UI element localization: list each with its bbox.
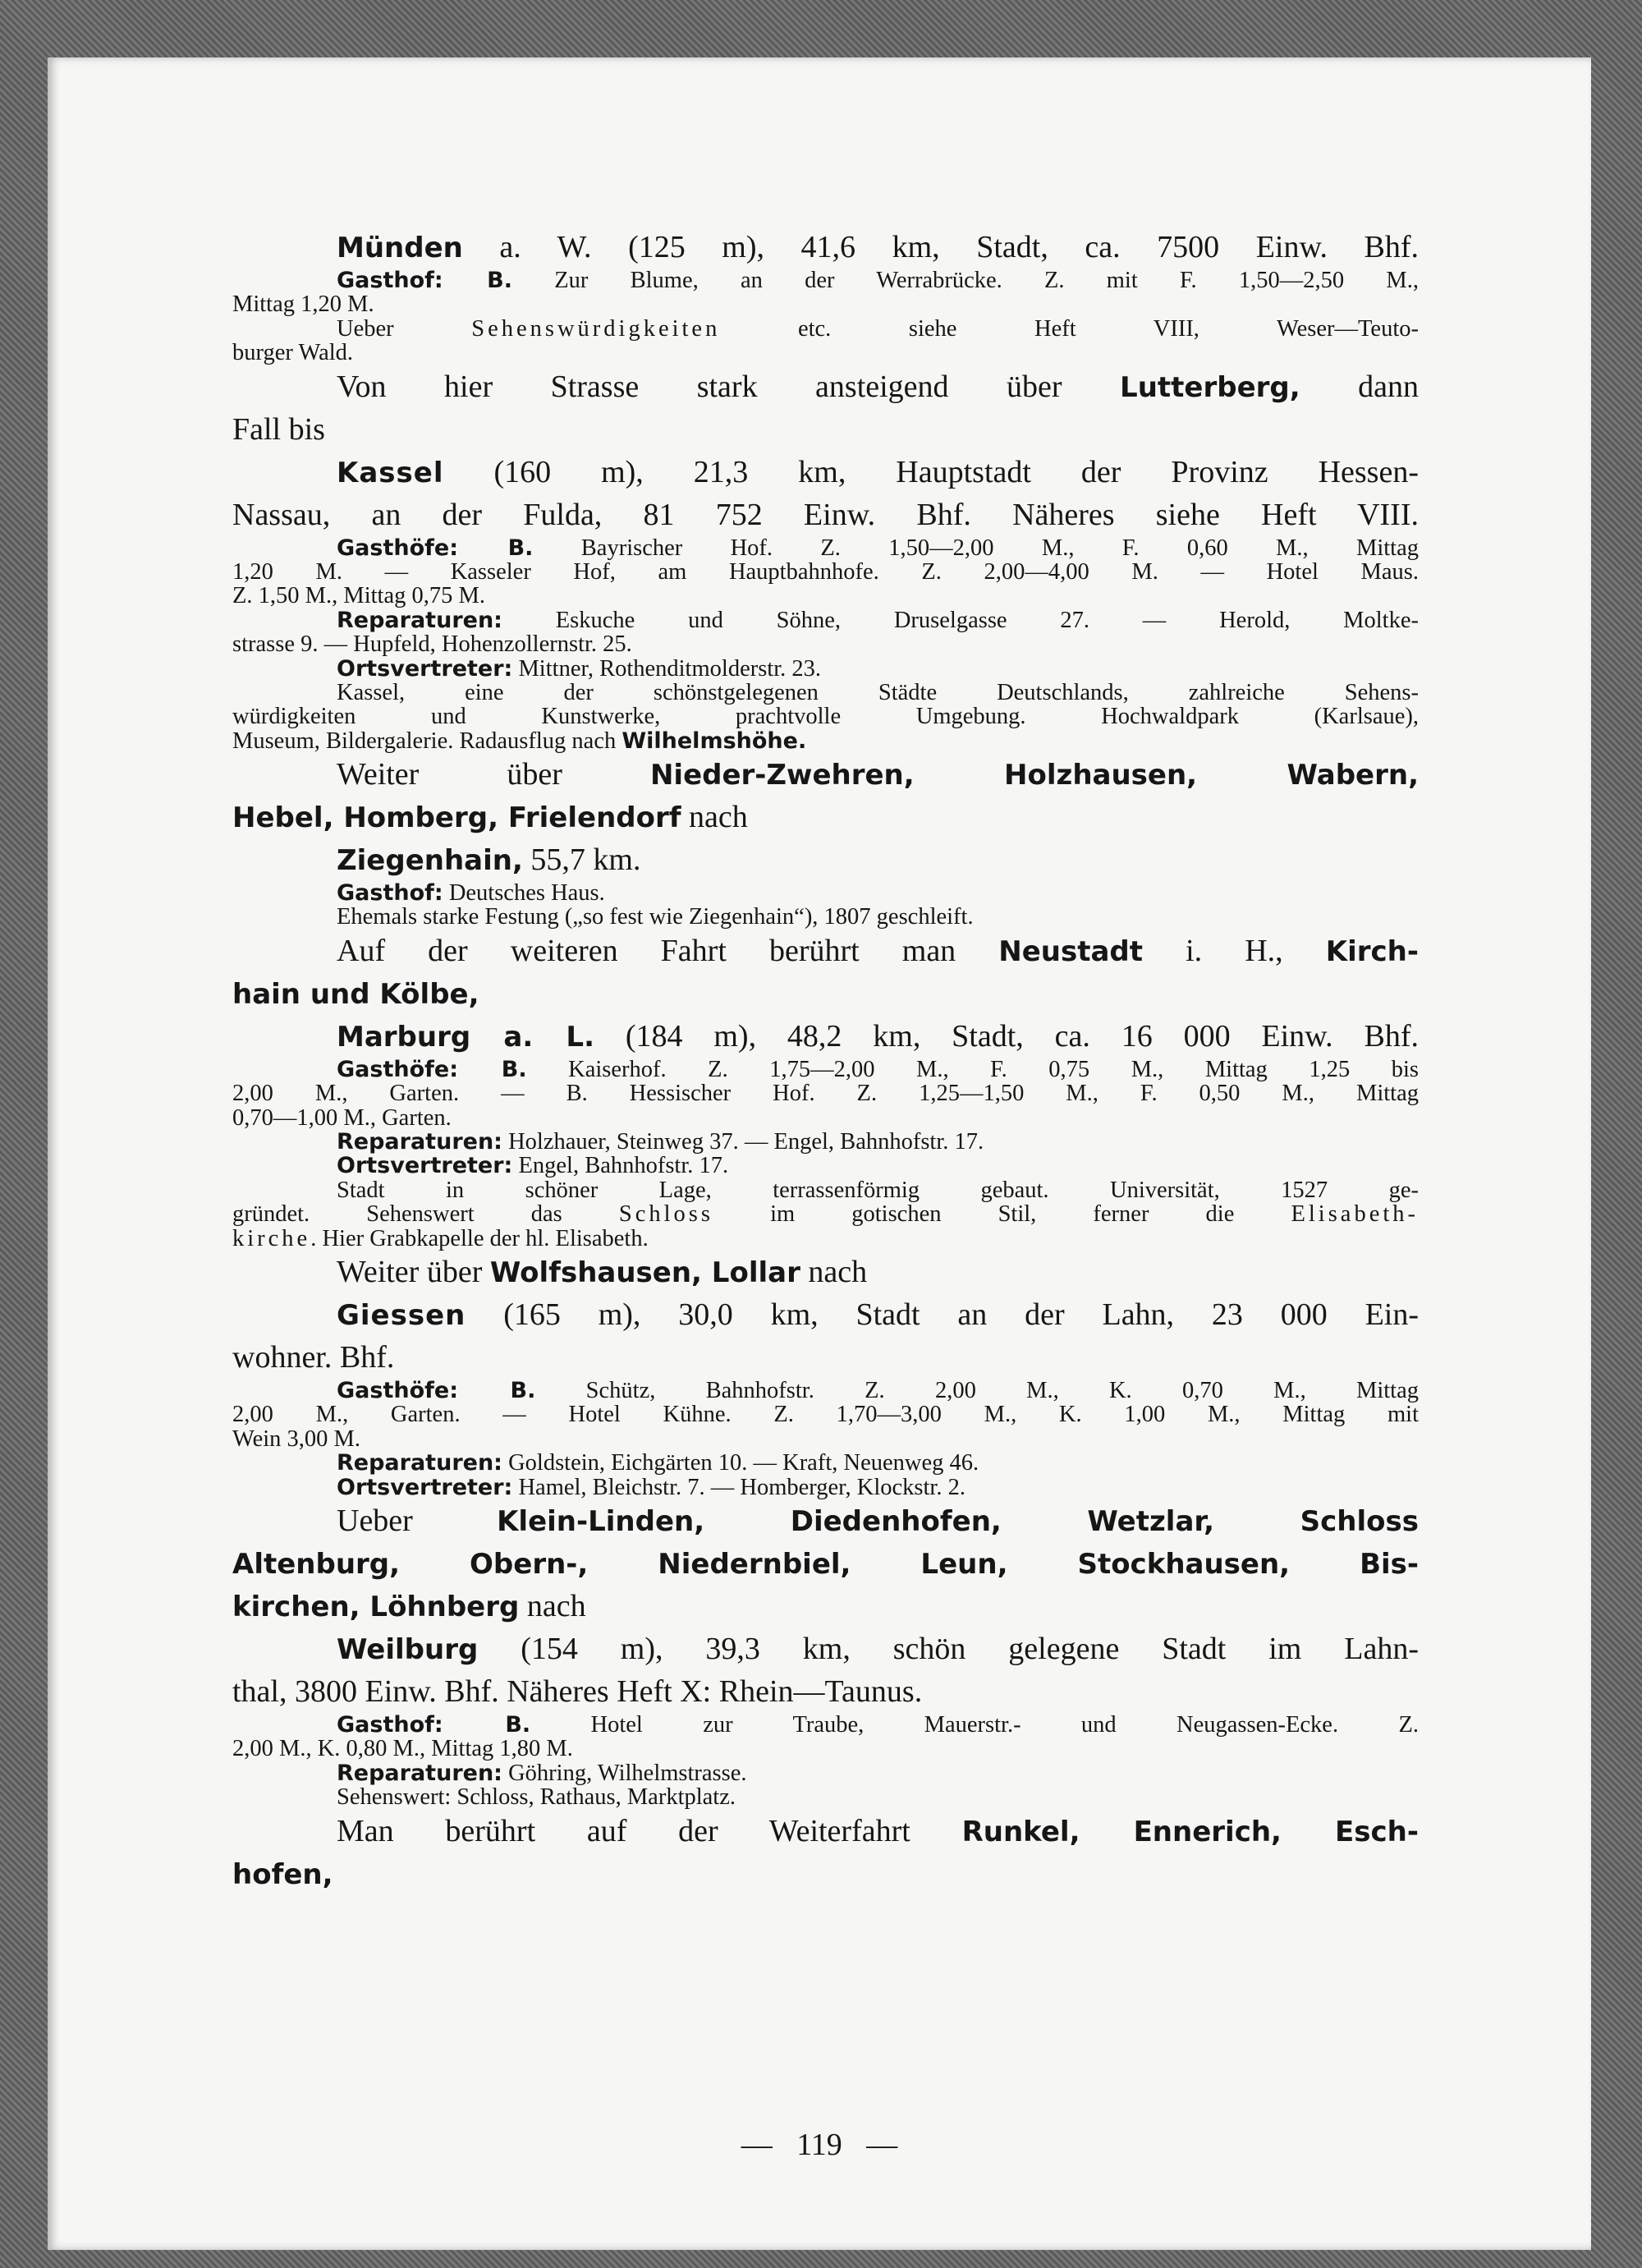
line: Z. 1,50 M., Mittag 0,75 M.: [232, 584, 485, 608]
line: Reparaturen: Holzhauer, Steinweg 37. — Engel, Bahnhofstr. 17.: [337, 1130, 984, 1155]
line: Münden a. W. (125 m), 41,6 km, Stadt, ca. 7500 Einw. Bhf.: [337, 230, 1419, 264]
line: würdigkeiten und Kunstwerke, prachtvolle Umgebung. Hochwaldpark (Karlsaue),: [232, 705, 1419, 729]
line: Altenburg, Obern-, Niedernbiel, Leun, Stockhausen, Bis-: [232, 1547, 1419, 1581]
line: hofen,: [232, 1857, 333, 1891]
line: Sehenswert: Schloss, Rathaus, Marktplatz.: [337, 1785, 736, 1810]
line: Marburg a. L. (184 m), 48,2 km, Stadt, ca. 16 000 Einw. Bhf.: [337, 1018, 1419, 1054]
line: Mittag 1,20 M.: [232, 292, 374, 317]
page-text: [232, 226, 1419, 1895]
line: Weiter über Wolfshausen, Lollar nach: [337, 1254, 868, 1289]
line: Reparaturen: Eskuche und Söhne, Druselgasse 27. — Herold, Moltke-: [337, 608, 1419, 633]
page-number: — 119 —: [741, 2128, 898, 2162]
line: 1,20 M. — Kasseler Hof, am Hauptbahnhofe. Z. 2,00—4,00 M. — Hotel Maus.: [232, 559, 1419, 585]
line: wohner. Bhf.: [232, 1339, 395, 1375]
line: Reparaturen: Göhring, Wilhelmstrasse.: [337, 1761, 747, 1786]
book-page: [48, 57, 1591, 2250]
line: gründet. Sehenswert das Schloss im gotischen Stil, ferner die Elisabeth-: [232, 1202, 1419, 1227]
line: Ortsvertreter: Hamel, Bleichstr. 7. — Homberger, Klockstr. 2.: [337, 1475, 965, 1499]
line: kirche. Hier Grabkapelle der hl. Elisabeth.: [232, 1226, 649, 1251]
line: hain und Kölbe,: [232, 977, 479, 1011]
line: Nassau, an der Fulda, 81 752 Einw. Bhf. Näheres siehe Heft VIII.: [232, 497, 1419, 532]
line: kirchen, Löhnberg nach: [232, 1588, 586, 1623]
line: Stadt in schöner Lage, terrassenförmig gebaut. Universität, 1527 ge-: [337, 1178, 1419, 1203]
line: 2,00 M., K. 0,80 M., Mittag 1,80 M.: [232, 1737, 573, 1761]
line: Gasthöfe: B. Bayrischer Hof. Z. 1,50—2,00 M., F. 0,60 M., Mittag: [337, 535, 1419, 560]
line: burger Wald.: [232, 341, 354, 365]
line: 2,00 M., Garten. — Hotel Kühne. Z. 1,70—3,00 M., K. 1,00 M., Mittag mit: [232, 1403, 1419, 1427]
line: 2,00 M., Garten. — B. Hessischer Hof. Z. 1,25—1,50 M., F. 0,50 M., Mittag: [232, 1081, 1419, 1106]
line: Gasthöfe: B. Kaiserhof. Z. 1,75—2,00 M., F. 0,75 M., Mittag 1,25 bis: [337, 1057, 1419, 1082]
line: Weiter über Nieder-Zwehren, Holzhausen, Wabern,: [337, 757, 1419, 792]
line: Wein 3,00 M.: [232, 1426, 361, 1452]
line: Ortsvertreter: Engel, Bahnhofstr. 17.: [337, 1154, 729, 1178]
line: Museum, Bildergalerie. Radausflug nach Wilhelmshöhe.: [232, 728, 807, 754]
line: Giessen (165 m), 30,0 km, Stadt an der Lahn, 23 000 Ein-: [337, 1297, 1419, 1332]
line: Fall bis: [232, 411, 325, 447]
line: Ortsvertreter: Mittner, Rothenditmolderstr. 23.: [337, 656, 822, 681]
line: Ziegenhain, 55,7 km.: [337, 842, 641, 878]
line: strasse 9. — Hupfeld, Hohenzollernstr. 25.: [232, 632, 632, 657]
line: Kassel, eine der schönstgelegenen Städte Deutschlands, zahlreiche Sehens-: [337, 680, 1419, 705]
line: Weilburg (154 m), 39,3 km, schön gelegene Stadt im Lahn-: [337, 1631, 1419, 1666]
line: Reparaturen: Goldstein, Eichgärten 10. — Kraft, Neuenweg 46.: [337, 1451, 979, 1476]
line: Ueber Sehenswürdigkeiten etc. siehe Heft VIII, Weser—Teuto-: [337, 316, 1419, 342]
line: Ueber Klein-Linden, Diedenhofen, Wetzlar, Schloss: [337, 1503, 1419, 1538]
line: 0,70—1,00 M., Garten.: [232, 1105, 452, 1131]
line: Man berührt auf der Weiterfahrt Runkel, Ennerich, Esch-: [337, 1813, 1419, 1848]
line: thal, 3800 Einw. Bhf. Näheres Heft X: Rhein—Taunus.: [232, 1673, 923, 1709]
line: Gasthöfe: B. Schütz, Bahnhofstr. Z. 2,00 M., K. 0,70 M., Mittag: [337, 1378, 1419, 1403]
line: Gasthof: B. Zur Blume, an der Werrabrücke. Z. mit F. 1,50—2,50 M.,: [337, 269, 1419, 293]
line: Kassel (160 m), 21,3 km, Hauptstadt der Provinz Hessen-: [337, 454, 1419, 489]
line: Ehemals starke Festung („so fest wie Ziegenhain“), 1807 geschleift.: [337, 905, 974, 930]
line: Gasthof: Deutsches Haus.: [337, 881, 605, 906]
line: Von hier Strasse stark ansteigend über Lutterberg, dann: [337, 369, 1419, 404]
line: Hebel, Homberg, Frielendorf nach: [232, 800, 748, 835]
line: Auf der weiteren Fahrt berührt man Neustadt i. H., Kirch-: [337, 933, 1419, 968]
line: Gasthof: B. Hotel zur Traube, Mauerstr.- und Neugassen-Ecke. Z.: [337, 1712, 1419, 1738]
